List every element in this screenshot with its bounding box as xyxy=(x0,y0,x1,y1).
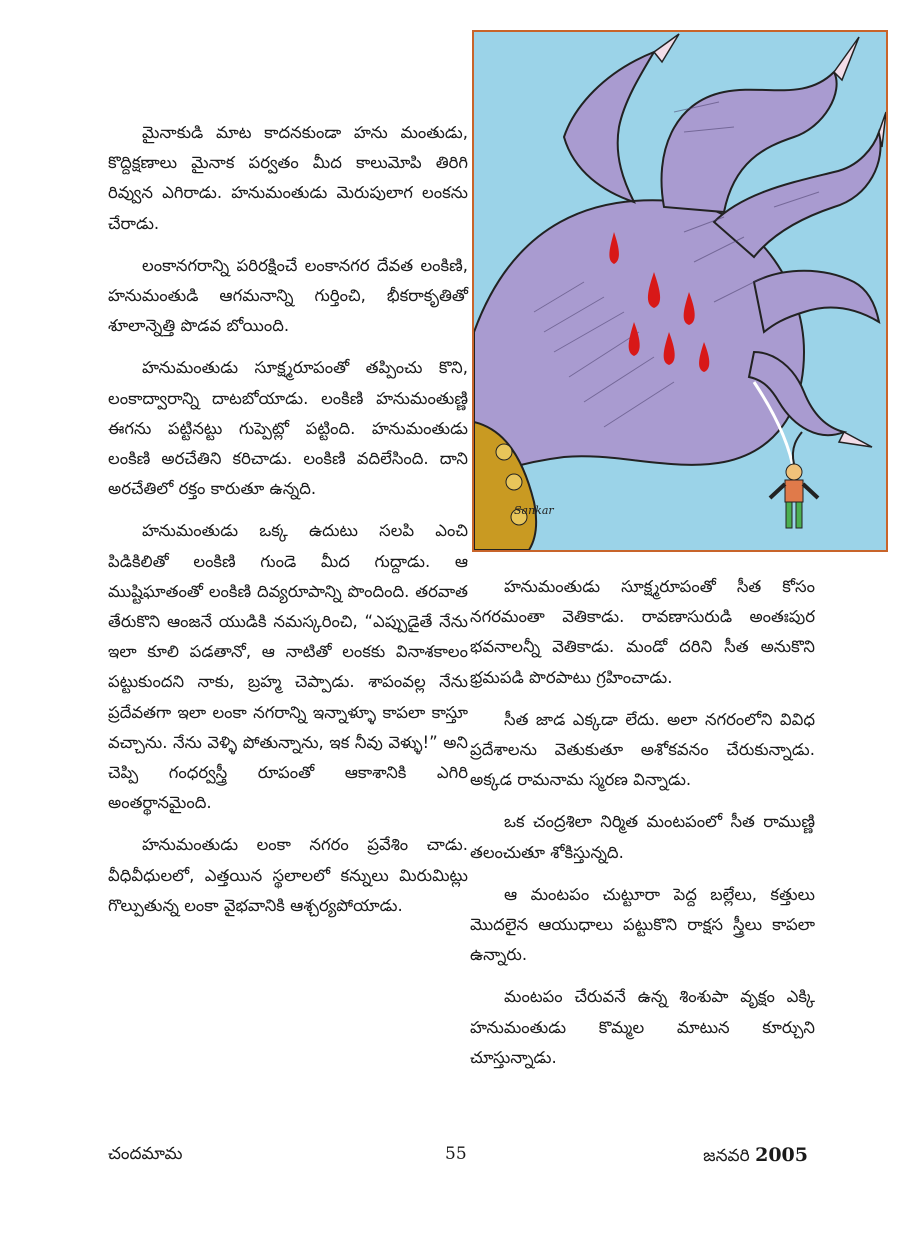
paragraph: సీత జాడ ఎక్కడా లేదు. అలా నగరంలోని వివిధ ప్రదేశాలను వెతుకుతూ అశోకవనం చేరుకున్నాడు. అక్కడ రామనామ స్మరణ విన్నాడు. xyxy=(470,709,815,790)
paragraph: హనుమంతుడు లంకా నగరం ప్రవేశిం చాడు. వీధివీధులలో, ఎత్తయిన స్థలాలలో కన్నులు మిరుమిట్లు గొల్పుతున్న లంకా వైభవానికి ఆశ్చర్యపోయాడు. xyxy=(108,835,468,915)
artist-signature: Sankar xyxy=(514,504,554,517)
story-illustration xyxy=(472,30,888,552)
paragraph: ఆ మంటపం చుట్టూరా పెద్ద బల్లేలు, కత్తులు మొదలైన ఆయుధాలు పట్టుకొని రాక్షస స్త్రీలు కాపలా ఉన్నారు. xyxy=(470,884,815,965)
issue-year: 2005 xyxy=(755,1144,808,1166)
issue-date xyxy=(703,1144,808,1170)
page-number: 55 xyxy=(445,1144,467,1164)
paragraph: మైనాకుడి మాట కాదనకుండా హను మంతుడు, కొద్దిక్షణాలు మైనాక పర్వతం మీద కాలుమోపి తిరిగి రివ్వున ఎగిరాడు. హనుమంతుడు మెరుపులాగ లంకను చేరాడు. xyxy=(108,123,468,233)
magazine-name: చందమామ xyxy=(108,1144,183,1164)
page-footer xyxy=(108,1144,808,1174)
paragraph: హనుమంతుడు ఒక్క ఉదుటు సలపి ఎంచి పిడికిలితో లంకిణి గుండె మీద గుద్దాడు. ఆ ముష్టిఘాతంతో లంకిణి దివ్యరూపాన్ని పొందింది. తరవాత తేరుకొని ఆంజనే యుడికి నమస్కరించి, “ఎప్పుడైతే నేను ఇలా కూలి పడతానో, ఆ నాటితో లంకకు వినాశకాలం పట్టుకుందని నాకు, బ్రహ్మ చెప్పాడు. శాపంవల్ల నేను ప్రదేవతగా ఇలా లంకా నగరాన్ని ఇన్నాళ్ళూ కాపలా కాస్తూ వచ్చాను. నేను వెళ్ళి పోతున్నాను, ఇక నీవు వెళ్ళు!” అని చెప్పి గంధర్వస్త్రీ రూపంతో ఆకాశానికి ఎగిరి అంతర్థానమైంది. xyxy=(108,521,468,813)
issue-month: జనవరి xyxy=(703,1146,750,1166)
right-text-column xyxy=(470,572,815,1085)
paragraph: మంటపం చేరువనే ఉన్న శింశుపా వృక్షం ఎక్కి హనుమంతుడు కొమ్మల మాటున కూర్చుని చూస్తున్నాడు. xyxy=(470,987,815,1067)
left-text-column xyxy=(108,118,468,933)
paragraph: హనుమంతుడు సూక్ష్మరూపంతో తప్పించు కొని, లంకాద్వారాన్ని దాటబోయాడు. లంకిణి హనుమంతుణ్ణి ఈగను పట్టినట్టు గుప్పెట్లో పట్టింది. హనుమంతుడు లంకిణి అరచేతిని కరిచాడు. లంకిణి వదిలేసింది. దాని అరచేతిలో రక్తం కారుతూ ఉన్నది. xyxy=(108,358,468,499)
paragraph: లంకానగరాన్ని పరిరక్షించే లంకానగర దేవత లంకిణి, హనుమంతుడి ఆగమనాన్ని గుర్తించి, భీకరాకృతితో శూలాన్నెత్తి పొడవ బోయింది. xyxy=(108,255,468,336)
paragraph: ఒక చంద్రశిలా నిర్మిత మంటపంలో సీత రాముణ్ణి తలంచుతూ శోకిస్తున్నది. xyxy=(470,812,815,862)
paragraph: హనుమంతుడు సూక్ష్మరూపంతో సీత కోసం నగరమంతా వెతికాడు. రావణాసురుడి అంతఃపుర భవనాలన్నీ వెతికాడు. మండో దరిని సీత అనుకొని భ్రమపడి పొరపాటు గ్రహించాడు. xyxy=(470,577,815,687)
giant-hand-illustration xyxy=(474,32,886,550)
